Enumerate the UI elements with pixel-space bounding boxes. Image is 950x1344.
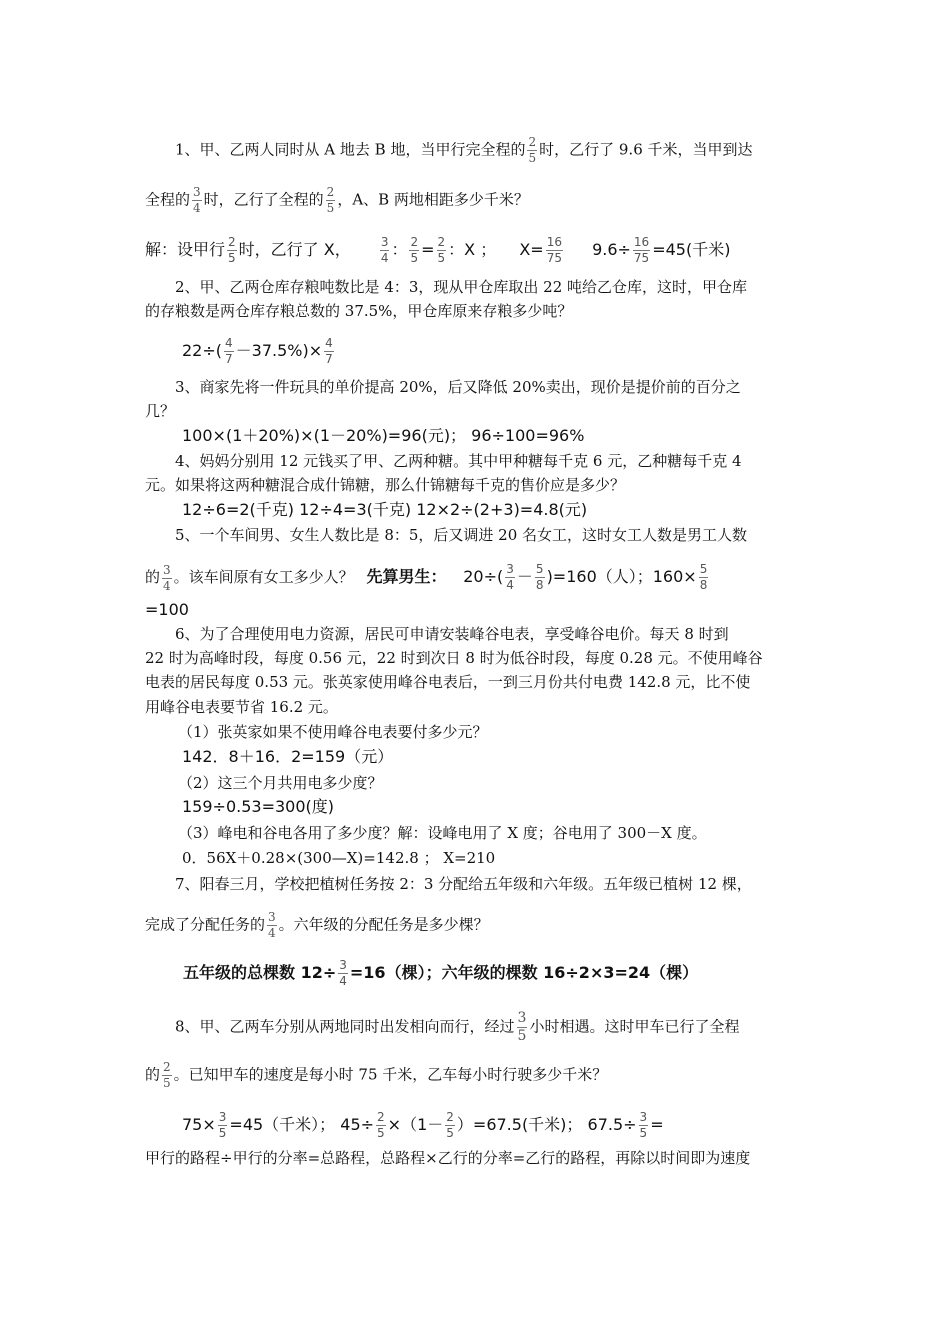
q5-line2: 的 $\frac{3}{4}$ 。该车间原有女工多少人？ 先算男生： 20÷( $\frac{3}{4}$ － $\frac{5}{8}$ )=160（人）；160× $\frac{5}{8}$ bbox=[145, 562, 708, 593]
fraction: $\frac{2}{5}$ bbox=[446, 1110, 454, 1140]
fraction: $\frac{5}{8}$ bbox=[535, 562, 544, 592]
fraction: $\frac{2}{5}$ bbox=[377, 1110, 385, 1140]
q4-answer: 12÷6=2(千克) 12÷4=3(千克) 12×2÷(2+3)=4.8(元) bbox=[182, 500, 588, 519]
fraction: $\frac{3}{4}$ bbox=[193, 185, 201, 215]
fraction: $\frac{3}{5}$ bbox=[218, 1110, 227, 1140]
fraction: $\frac{4}{7}$ bbox=[325, 336, 333, 366]
fraction: $\frac{16}{75}$ bbox=[546, 235, 562, 265]
q6-sub2: （2）这三个月共用电多少度？ bbox=[178, 774, 383, 792]
q1-line1: 1、甲、乙两人同时从 A 地去 B 地，当甲行完全程的 $\frac{2}{5}$ 时，乙行了 9.6 千米，当甲到达 bbox=[175, 135, 753, 165]
q8-line2: 的 $\frac{2}{5}$ 。已知甲车的速度是每小时 75 千米，乙车每小时行驶多少千米？ bbox=[145, 1060, 608, 1090]
q3-answer: 100×(1＋20%)×(1－20%)=96(元)； 96÷100=96% bbox=[182, 426, 585, 445]
fraction: $\frac{3}{5}$ bbox=[517, 1010, 527, 1044]
q6-ans2: 159÷0.53=300(度) bbox=[182, 797, 335, 816]
q6-line1: 6、为了合理使用电力资源，居民可申请安装峰谷电表，享受峰谷电价。每天 8 时到 bbox=[175, 625, 729, 643]
fraction: $\frac{2}{5}$ bbox=[410, 235, 419, 265]
fraction: $\frac{3}{4}$ bbox=[506, 562, 514, 592]
q6-line3: 电表的居民每度 0.53 元。张英家使用峰谷电表后，一到三月份共付电费 142.8 元，比不使 bbox=[145, 673, 751, 691]
q4-line1: 4、妈妈分别用 12 元钱买了甲、乙两种糖。其中甲种糖每千克 6 元，乙种糖每千克 4 bbox=[175, 452, 742, 470]
fraction: $\frac{2}{5}$ bbox=[163, 1060, 171, 1090]
q7-answer: 五年级的总棵数 12÷ $\frac{3}{4}$ =16（棵）；六年级的棵数 16÷2×3=24（棵） bbox=[183, 958, 699, 988]
fraction: $\frac{2}{5}$ bbox=[528, 135, 537, 165]
q4-line2: 元。如果将这两种糖混合成什锦糖，那么什锦糖每千克的售价应是多少？ bbox=[145, 476, 626, 494]
fraction: $\frac{2}{5}$ bbox=[228, 235, 236, 265]
q6-sub1: （1）张英家如果不使用峰谷电表要付多少元？ bbox=[178, 723, 488, 741]
fraction: $\frac{3}{4}$ bbox=[380, 235, 389, 265]
fraction: $\frac{16}{75}$ bbox=[633, 235, 650, 265]
q2-line2: 的存粮数是两仓库存粮总数的 37.5%，甲仓库原来存粮多少吨？ bbox=[145, 302, 573, 320]
q6-sub3: （3）峰电和谷电各用了多少度？解：设峰电用了 X 度；谷电用了 300－X 度。 bbox=[178, 824, 707, 842]
q7-line1: 7、阳春三月，学校把植树任务按 2：3 分配给五年级和六年级。五年级已植树 12 棵， bbox=[175, 875, 752, 893]
q2-answer: 22÷( $\frac{4}{7}$ －37.5%)× $\frac{4}{7}$ bbox=[182, 336, 333, 366]
fraction: $\frac{3}{5}$ bbox=[639, 1110, 648, 1140]
q7-line2: 完成了分配任务的 $\frac{3}{4}$ 。六年级的分配任务是多少棵？ bbox=[145, 910, 489, 940]
q1-solution: 解：设甲行 $\frac{2}{5}$ 时，乙行了 X， $\frac{3}{4}$ ： $\frac{2}{5}$ = $\frac{2}{5}$ ：X ； X= $\frac{16}{75}$ 9.6÷ $\frac{16}{75}$ =45(千米) bbox=[145, 235, 731, 265]
fraction: $\frac{2}{5}$ bbox=[437, 235, 446, 265]
q2-line1: 2、甲、乙两仓库存粮吨数比是 4：3，现从甲仓库取出 22 吨给乙仓库，这时，甲仓库 bbox=[175, 278, 748, 296]
q6-line2: 22 时为高峰时段，每度 0.56 元，22 时到次日 8 时为低谷时段，每度 0.28 元。不使用峰谷 bbox=[145, 649, 763, 667]
q5-line1: 5、一个车间男、女生人数比是 8：5，后又调进 20 名女工，这时女工人数是男工人数 bbox=[175, 526, 748, 544]
fraction: $\frac{4}{7}$ bbox=[225, 336, 233, 366]
q3-line1: 3、商家先将一件玩具的单价提高 20%，后又降低 20%卖出，现价是提价前的百分之 bbox=[175, 378, 741, 396]
q5-line3: =100 bbox=[145, 600, 189, 619]
fraction: $\frac{2}{5}$ bbox=[326, 185, 335, 215]
q8-note: 甲行的路程÷甲行的分率=总路程，总路程×乙行的分率=乙行的路程，再除以时间即为速度 bbox=[145, 1149, 751, 1167]
q6-ans1: 142．8＋16．2=159（元） bbox=[182, 747, 394, 766]
q8-line1: 8、甲、乙两车分别从两地同时出发相向而行，经过 $\frac{3}{5}$ 小时相遇。这时甲车已行了全程 bbox=[175, 1010, 740, 1044]
q6-ans3: 0．56X＋0.28×(300—X)=142.8 ； X=210 bbox=[182, 849, 496, 867]
fraction: $\frac{3}{4}$ bbox=[339, 958, 347, 988]
q6-line4: 用峰谷电表要节省 16.2 元。 bbox=[145, 698, 338, 716]
q3-line2: 几？ bbox=[145, 402, 176, 420]
fraction: $\frac{3}{4}$ bbox=[163, 562, 171, 593]
q8-answer: 75× $\frac{3}{5}$ =45（千米）； 45÷ $\frac{2}{5}$ ×（1－ $\frac{2}{5}$ ）=67.5(千米)； 67.5÷ $\frac{3}{5}$ = bbox=[182, 1110, 664, 1140]
fraction: $\frac{5}{8}$ bbox=[699, 562, 708, 592]
q1-line2: 全程的 $\frac{3}{4}$ 时，乙行了全程的 $\frac{2}{5}$ ，A、B 两地相距多少千米？ bbox=[145, 185, 529, 215]
fraction: $\frac{3}{4}$ bbox=[268, 910, 276, 940]
